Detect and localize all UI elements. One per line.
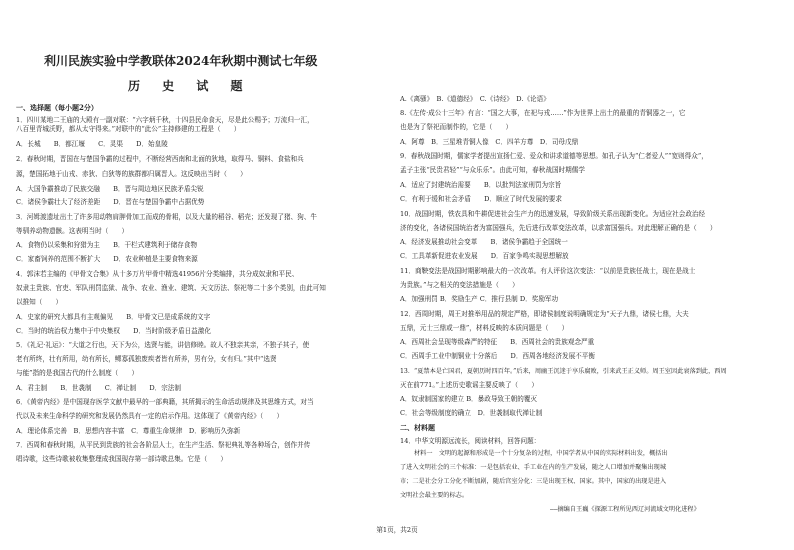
answer-options: A．适应了封建统治需要 B．以批判法家刑罚为宗旨: [400, 181, 562, 189]
exam-subtitle: 历 史 试 题: [128, 79, 252, 93]
material-source: ——摘编自王巍《探源工程所见西辽河流域文明化进程》: [550, 506, 700, 513]
answer-options: A．经济发展推动社会变革 B．诸侯争霸趋于全国统一: [400, 238, 568, 246]
answer-options: A．奴隶制国家的建立 B．暴政导致王朝的覆灭: [400, 395, 537, 403]
answer-options: A．加强刑罚 B．奖励生产 C．推行县制 D．奖励军功: [400, 295, 559, 303]
question-text: 13．“夏禁本是亡国君，夏朝历时四百年。”后来，周幽王沉迷于享乐腐败，引来武王正义师。周王室因此衰落到此，西周: [400, 368, 727, 375]
answer-options: A．西周社会呈现等级森严的特征 B．西周社会的贵族观念严重: [400, 338, 595, 346]
question-text: 老有所终，壮有所用，幼有所长，鳏寡孤独废疾者皆有所养，男有分，女有归。”其中“选贤: [16, 355, 277, 363]
question-text: 11．商鞅变法是战国时期影响最大的一次改革。有人评价这次变法：“以前是贵族任战士，现在是战士: [400, 267, 696, 275]
question-text: 代以及未来生命科学的研究和发展仍然具有一定的启示作用。这体现了《黄帝内经》（ ）: [16, 412, 284, 420]
answer-options: A．史家的研究大都具有主观偏见 B．甲骨文已是成系统的文字: [16, 313, 211, 321]
answer-options: A．长城 B．都江堰 C．灵渠 D．始皇陵: [16, 140, 168, 148]
question-text: 奴隶主贵族、官吏、军队刑罚监狱、战争、农业、渔业、建筑、天文历法、祭祀等二十多个类别，由此可知: [16, 284, 326, 292]
question-text: 五鼎，元士三鼎或一鼎”，材料反映的本质问题是（ ）: [400, 324, 569, 332]
question-text: 济的变化，各诸侯国统治者为富国强兵，先后进行改革变法改革，以求富国强兵。对此理解正确的是（ ）: [400, 224, 717, 232]
section-heading-material: 二、材料题: [400, 423, 435, 432]
answer-options: C．诸侯争霸壮大了经济差距 D．晋在与楚国争霸中占据优势: [16, 198, 205, 206]
question-text: 八百里青城沃野，都从太守得来。”对联中的“此公”主持修建的工程是（ ）: [16, 125, 241, 133]
answer-options: C．工具革新促进农业发展 D．百家争鸣实现思想解放: [400, 252, 569, 260]
question-text: 8.《左传·成公十三年》有言：“国之大事，在祀与戎……”作为世界上出土的最重的青铜器之一，它: [400, 109, 686, 117]
answer-options: C．当时的统治权力集中于中央集权 D．当时阶级矛盾日益激化: [16, 327, 211, 335]
material-text: 文明社会最主要的标志。: [400, 492, 469, 499]
answer-options: C．家畜饲养的范围不断扩大 D．农业种植是主要食物来源: [16, 255, 198, 263]
question-text: 以推知（ ）: [16, 298, 63, 306]
question-text: 灭在前771。”上述历史歌谣主要反映了（ ）: [400, 381, 538, 389]
material-text: 了进入文明社会的三个标准：一是包括农业、手工业在内的生产发展，随之人口增加并聚集出现城: [400, 464, 667, 471]
answer-options: A．阿尊 B．三星堆青铜人像 C．四羊方尊 D．司母戊鼎: [400, 138, 579, 146]
answer-options: C．有利于缓和社会矛盾 D．顺应了时代发展的要求: [400, 195, 562, 203]
question-text: 9．春秋战国时期，儒家学者提出宣扬仁爱、爱众和讲求道德等思想。如孔子认为“仁者爱人”“宽则得众”，: [400, 152, 708, 160]
question-text: 5．《礼记·礼运》：“大道之行也，天下为公，选贤与能，讲信修睦。故人不独亲其亲，不独子其子，使: [16, 341, 310, 349]
answer-options: A．君主制 B．世袭制 C．禅让制 D．宗法制: [16, 384, 182, 392]
answer-options: A．食物仍以采集和狩猎为主 B．干栏式建筑利于储存食物: [16, 241, 198, 249]
question-text: 唱诗歌，这些诗歌被收集整理成我国现存第一部诗歌总集。它是（ ）: [16, 455, 227, 463]
question-text: 2．春秋时期，晋国在与楚国争霸的过程中，不断经营西南和北面的狄地，取得马、铜料、食盐和兵: [16, 155, 304, 163]
exam-title: 利川民族实验中学教联体2024年秋期中测试七年级: [44, 54, 318, 68]
left-column: [16, 0, 391, 550]
question-text: 6．《黄帝内经》是中国现存医学文献中最早的一部典籍，其所揭示的生命活动规律及其思维方式，对当: [16, 398, 314, 406]
question-text: 等驯养动物遗骸。这表明当时（ ）: [16, 227, 129, 235]
question-text: 7．西周和春秋时期，从平民到贵族的社会各阶层人士，在生产生活、祭祀典礼等各种场合，创作并传: [16, 441, 311, 449]
question-text: 1．四川某地二王庙的大殿有一副对联：“六字炳千秋，十四县民命食天，尽是此公赐予；万流归一汇，: [16, 116, 314, 124]
question-text: 14．中华文明源远流长，阅读材料，回答问题：: [400, 437, 541, 445]
question-text: 3．河姆渡遗址出土了许多用动物肩胛骨加工而成的骨耜，以及大量的稻谷、稻壳；还发现了猪、狗、牛: [16, 213, 317, 221]
material-text: 材料一 文明的起源和形成是一个十分复杂的过程，中国学者从中国的实际材料出发，概括出: [414, 450, 668, 457]
question-text: 10．战国时期，铁农具和牛耕促进社会生产力的迅速发展，导致阶级关系出现新变化。为适应社会政治经: [400, 210, 706, 218]
question-text: 孟子主张“民贵君轻”“与众乐乐”。由此可知，春秋战国时期儒学: [400, 166, 585, 174]
question-text: 为贵族。”与之相关的变法措施是（ ）: [400, 281, 519, 289]
right-column: [400, 0, 780, 550]
question-text: 12．西周时期，周王对推举用品的规定严格，即诸侯制度说明确规定为“天子九鼎，诸侯七鼎，大夫: [400, 310, 689, 318]
answer-options: A.《离骚》 B.《道德经》 C.《诗经》 D.《论语》: [400, 95, 550, 103]
section-heading-choice: 一、选择题（每小题2分）: [16, 103, 98, 112]
question-text: 也是为了祭祀而制作的，它是（ ）: [400, 123, 513, 131]
answer-options: C．社会等级制度的确立 D．世袭制取代禅让制: [400, 409, 543, 417]
answer-options: A．大国争霸推动了民族交融 B．晋与周边地区民族矛盾尖锐: [16, 185, 204, 193]
answer-options: C．西周手工业中制铜业十分落后 D．西周各地经济发展不平衡: [400, 352, 595, 360]
answer-options: A．理论体系完善 B．思想内容丰富 C．尊重生命规律 D．影响历久弥新: [16, 427, 241, 435]
material-passage: [400, 449, 780, 519]
question-text: 与能”指的是我国古代的什么制度（ ）: [16, 369, 139, 377]
page-footer: 第1页，共2页: [376, 526, 418, 534]
material-text: 市；二是社会分工分化不断加剧，随后宫室分化：三是出现王权、国家。其中，国家的出现是进入: [400, 478, 667, 485]
question-text: 4．郭沫若主编的《甲骨文合集》从十多万片甲骨中精选41956片分类编排，共分成奴隶和平民、: [16, 270, 299, 278]
question-text: 源，楚国拓地于山戎、赤狄、白狄等的族群都归属晋人。这反映出当时（ ）: [16, 170, 247, 178]
